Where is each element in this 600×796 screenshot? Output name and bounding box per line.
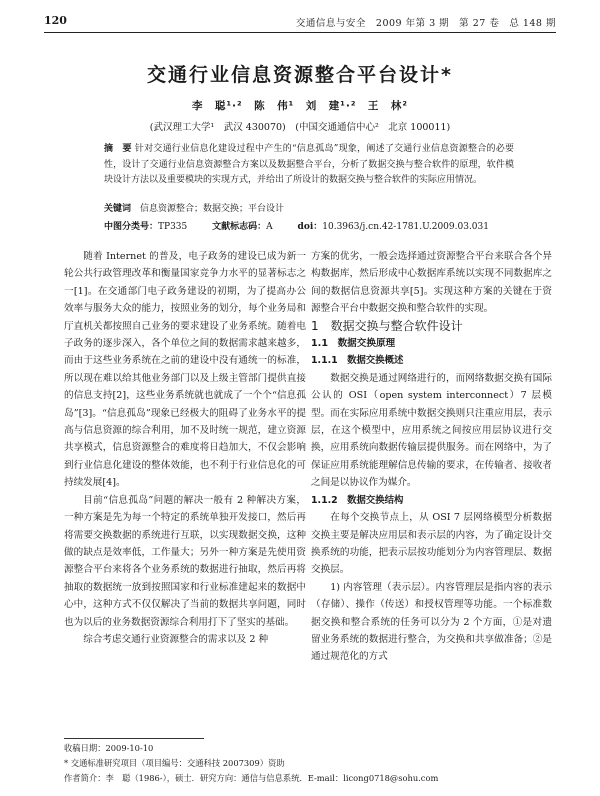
subsubsection-heading: 1.1.2 数据交换结构 <box>311 494 404 506</box>
doc-code-label: 文献标志码： <box>212 222 267 232</box>
clc-value: TP335 <box>158 222 188 232</box>
body-paragraph: 1) 内容管理（表示层）。内容管理层是指内容的表示（存储）、操作（传送）和授权管理等功能。一个标准数据交换和整合系统的任务可以分为 2 个方面，①是对遗留业务系统的数据进行整合，为交换和共享做准备；②是通过规范化的方式 <box>311 581 552 663</box>
body-paragraph: 综合考虑交通行业资源整合的需求以及 2 种 <box>83 633 269 645</box>
abstract <box>104 142 514 189</box>
classification-line <box>104 219 570 232</box>
running-header <box>44 10 556 33</box>
abstract-label: 摘 要 <box>104 144 132 154</box>
body-paragraph: 在每个交换节点上，从 OSI 7 层网络模型分析数据交换主要是解决应用层和表示层的内容，为了确定设计交换系统的功能，把表示层按功能划分为内容管理层、数据交换层。 <box>311 512 552 576</box>
footnote-author-bio: 作者简介：李 聪（1986-），硕士．研究方向：通信与信息系统．E-mail：licong0718@sohu.com <box>64 773 439 783</box>
body-paragraph: 随着 Internet 的普及，电子政务的建设已成为新一轮公共行政管理改革和衡量国家竞争力水平的显著标志之一[1]。在交通部门电子政务建设的初期，为了提高办公效率与服务大众的能力，按照业务的划分，每个业务局和厅直机关都按照自己业务的要求建设了业务系统。随着电子政务的逐步深入，各个单位之间的数据需求越来越多，而由于这些业务系统在之前的建设中没有通统一的标准，所以现在难以给其他业务部门以及上级主管部门提供直接的信息支持[2]，这些业务系统就也就成了一个个“信息孤岛”[3]。“信息孤岛”现象已经极大的阻碍了业务水平的提高与信息资源的综合利用，加不及时统一规范，建立资源共享模式，信息资源整合的难度将日趋加大，不仅会影响到行业信息化建设的整体效能，也不利于行业信息化的可持续发展[4]。 <box>64 251 306 489</box>
keywords <box>104 201 514 214</box>
right-column <box>311 248 552 666</box>
footnote-rule <box>64 738 204 739</box>
paper-title: 交通行业信息资源整合平台设计* <box>147 64 453 86</box>
left-column <box>64 248 306 648</box>
abstract-text: 针对交通行业信息化建设过程中产生的“信息孤岛”现象，阐述了交通行业信息资源整合的必要性，设计了交通行业信息资源整合方案以及数据整合平台，分析了数据交换与整合软件的原理，软件模块设计方法以及重要模块的实现方式，并给出了所设计的数据交换与整合软件的实际应用情况。 <box>104 144 514 185</box>
clc <box>104 222 187 232</box>
doc-code <box>212 222 273 232</box>
keywords-label: 关键词 <box>104 204 132 214</box>
footnote-received: 收稿日期：2009-10-10 <box>64 743 154 753</box>
doc-code-value: A <box>266 222 273 232</box>
doi <box>298 222 489 232</box>
author-list: 李 聪¹·² 陈 伟¹ 刘 建¹·² 王 林² <box>191 100 409 112</box>
doi-label: doi： <box>297 222 323 232</box>
subsubsection-heading: 1.1.1 数据交换概述 <box>311 355 404 367</box>
body-paragraph: 方案的优劣，一般会选择通过资源整合平台来联合各个异构数据库，然后形成中心数据库系统以实现不同数据库之间的数据信息资源共享[5]。实现这种方案的关键在于资源整合平台中数据交换和整合软件的实现。 <box>311 251 552 315</box>
clc-label: 中图分类号： <box>104 222 159 232</box>
affiliation: (武汉理工大学¹ 武汉 430070) (中国交通通信中心² 北京 100011) <box>149 122 451 133</box>
keywords-text: 信息资源整合；数据交换；平台设计 <box>140 204 285 214</box>
doi-value: 10.3963/j.cn.42-1781.U.2009.03.031 <box>322 222 489 232</box>
journal-info: 交通信息与安全 2009 年第 3 期 第 27 卷 总 148 期 <box>295 18 556 29</box>
body-paragraph: 数据交换是通过网络进行的，而网络数据交换有国际公认的 OSI（open system interconnect）7 层模型。而在实际应用系统中数据交换则只注重应用层，表示层，在这个模型中，应用系统之间按应用层协议进行交换，应用系统向数据传输层提供服务。而在网络中，为了保证应用系统能理解信息传输的要求，在传输者、接收者之间是以协议作为媒介。 <box>311 372 552 489</box>
subsection-heading: 1.1 数据交换原理 <box>311 338 396 350</box>
section-heading: 1 数据交换与整合软件设计 <box>311 318 463 333</box>
footnote-fund: * 交通标准研究项目（项目编号：交通科技 2007309）资助 <box>64 758 285 768</box>
body-paragraph: 目前“信息孤岛”问题的解决一般有 2 种解决方案，一种方案是先为每一个特定的系统单独开发接口，然后再将需要交换数据的系统进行互联，以实现数据交换，这种做的缺点是效率低，工作量大；另外一种方案是先使用资源整合平台来将各个业务系统的数据进行抽取，然后再将抽取的数据统一放到按照国家和行业标准建起来的数据中心中，这种方式不仅仅解决了当前的数据共享问题，同时也为以后的业务数据资源综合利用打下了坚实的基础。 <box>64 494 306 628</box>
page-number: 120 <box>44 14 67 27</box>
